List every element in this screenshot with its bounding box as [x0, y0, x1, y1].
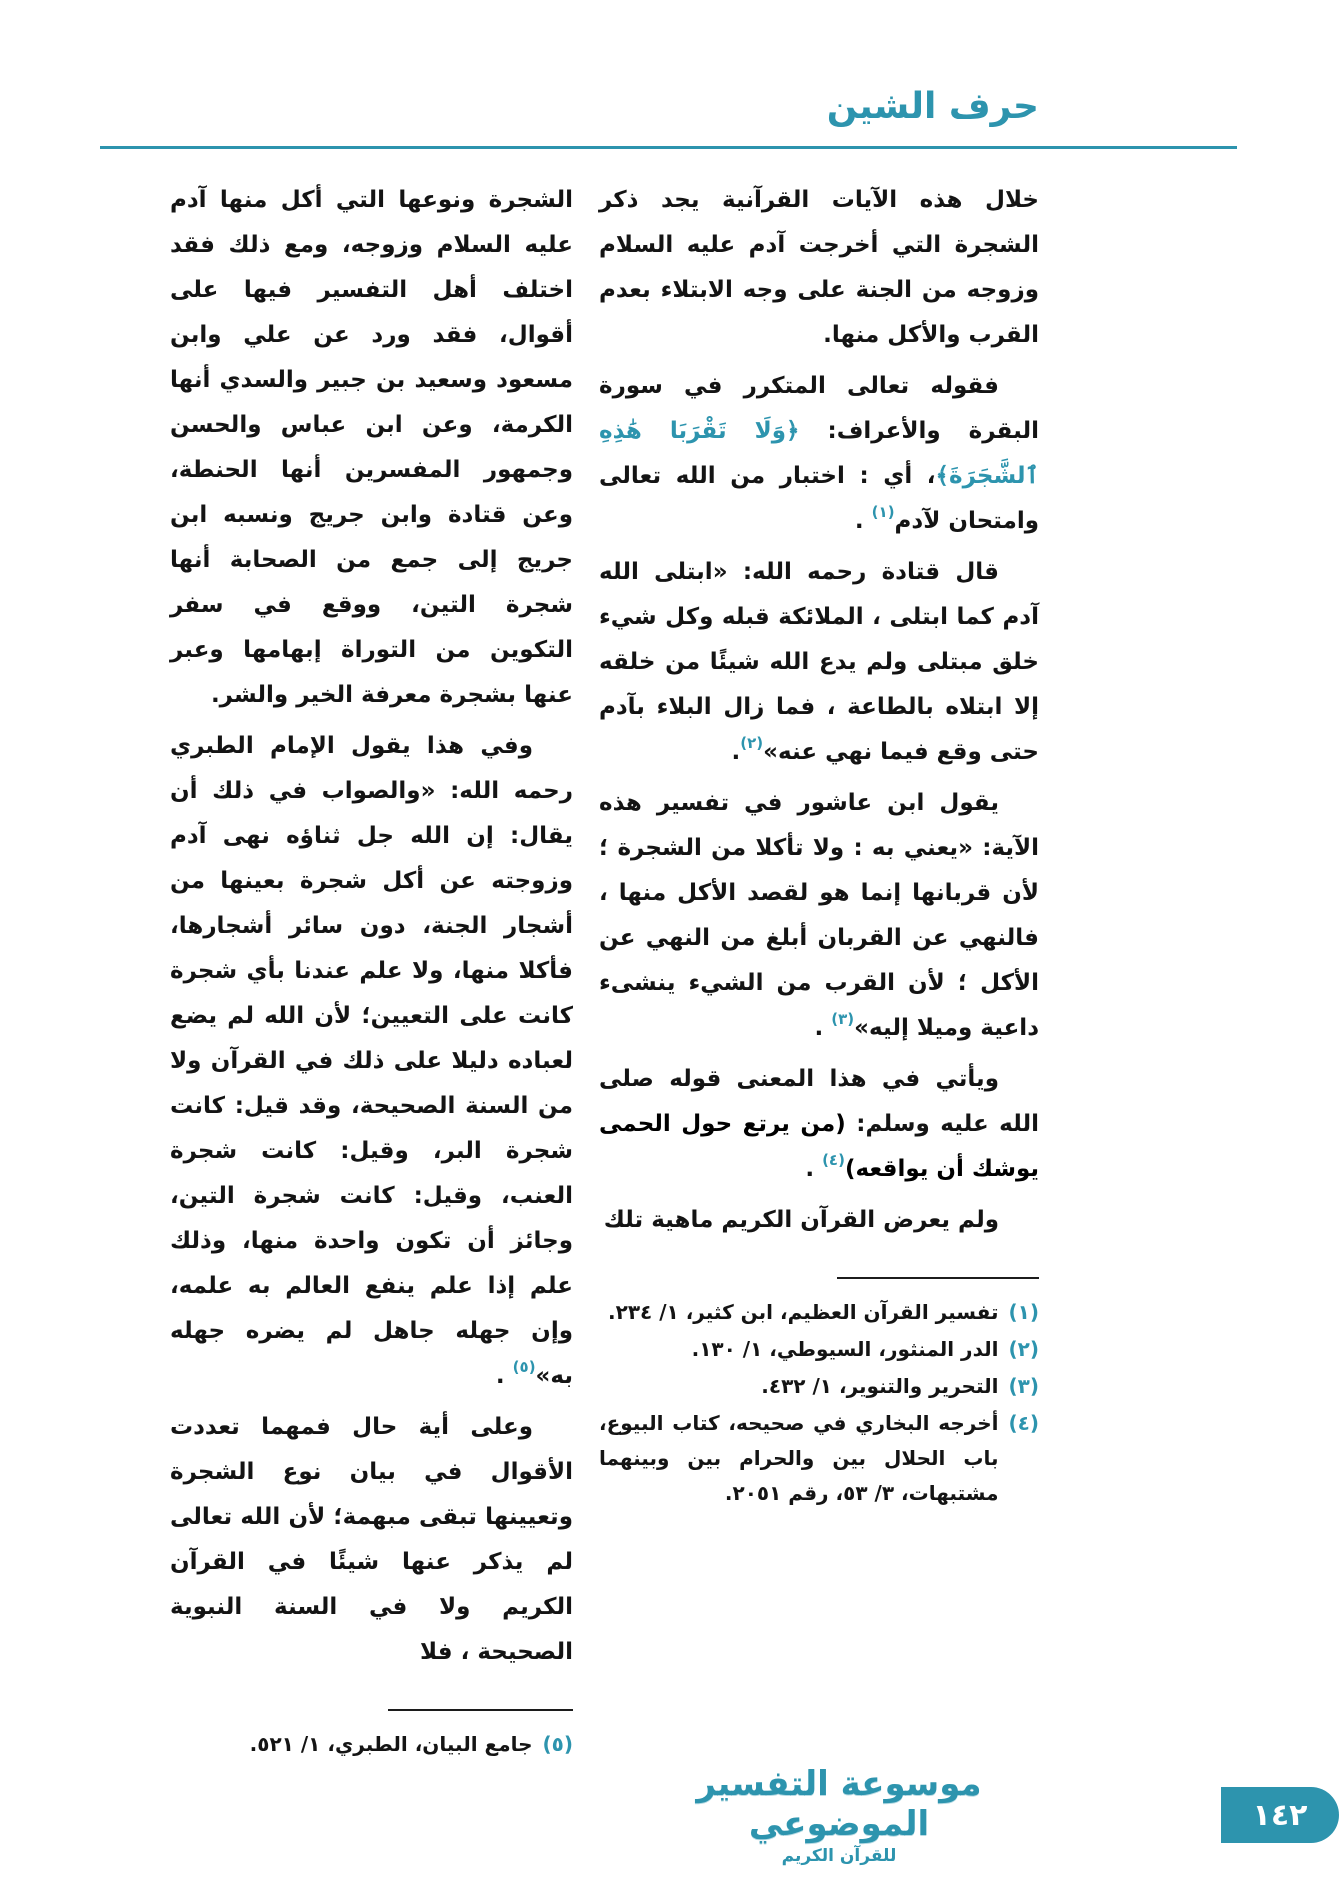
footnote	[170, 1727, 573, 1762]
body-text: .	[814, 1015, 832, 1041]
quran-verse: ﴿وَلَا تَقْرَبَا هَٰذِهِ ٱلشَّجَرَةَ﴾	[599, 418, 1039, 489]
footnote-marker: (١)	[871, 503, 895, 522]
paragraph	[599, 550, 1039, 775]
footnote-number: (١)	[1008, 1300, 1039, 1324]
footnote	[599, 1406, 1039, 1511]
body-text: الشجرة ونوعها التي أكل منها آدم عليه السلام وزوجه، ومع ذلك فقد اختلف أهل التفسير فيها على أقوال، فقد ورد عن علي وابن مسعود وسعيد بن جبير والسدي أنها الكرمة، وعن ابن عباس والحسن وجمهور المفسرين أنها الحنطة، وعن قتادة وابن جريج ونسبه ابن جريج إلى جمع من الصحابة أنها شجرة التين، ووقع في سفر التكوين من التوراة إبهامها وعبر عنها بشجرة معرفة الخير والشر.	[170, 187, 573, 708]
footnote-number: (٢)	[1008, 1337, 1039, 1361]
body-text: ، أي : اختبار من الله تعالى وامتحان لآدم	[599, 463, 1039, 534]
footnotes-block	[599, 1295, 1039, 1511]
body-text: قال قتادة رحمه الله: «ابتلى الله آدم كما ابتلى ، الملائكة قبله وكل شيء خلق مبتلى ولم يدع الله شيئًا من خلقه إلا ابتلاه بالطاعة ، فما زال البلاء بآدم حتى وقع فيما نهي عنه»	[599, 559, 1039, 765]
paragraph	[170, 178, 573, 718]
body-text: فقوله تعالى المتكرر في سورة البقرة والأعراف:	[599, 373, 1039, 444]
body-text: .	[495, 1363, 513, 1389]
right-text-column	[599, 178, 1039, 1513]
footnote-marker: (٤)	[822, 1151, 845, 1170]
footnote-marker: (٥)	[512, 1358, 536, 1377]
footnote-number: (٥)	[542, 1732, 573, 1756]
body-text: ولم يعرض القرآن الكريم ماهية تلك	[603, 1207, 999, 1233]
footnote-separator	[837, 1277, 1039, 1279]
body-text: وفي هذا يقول الإمام الطبري رحمه الله: «والصواب في ذلك أن يقال: إن الله جل ثناؤه نهى آدم وزوجته عن أكل شجرة بعينها من أشجار الجنة، دون سائر أشجارها، فأكلا منها، ولا علم عندنا بأي شجرة كانت على التعيين؛ لأن الله لم يضع لعباده دليلا على ذلك في القرآن ولا من السنة الصحيحة، وقد قيل: كانت شجرة البر، وقيل: كانت شجرة العنب، وقيل: كانت شجرة التين، وجائز أن تكون واحدة منها، وذلك علم إذا علم ينفع العالم به علمه، وإن جهله جاهل لم يضره جهله به»	[170, 733, 573, 1389]
body-text: ويأتي في هذا المعنى قوله صلى الله عليه وسلم:	[599, 1066, 1039, 1137]
paragraph	[599, 781, 1039, 1051]
body-text: وعلى أية حال فمهما تعددت الأقوال في بيان نوع الشجرة وتعيينها تبقى مبهمة؛ لأن الله تعالى لم يذكر عنها شيئًا في القرآن الكريم ولا في السنة النبوية الصحيحة ، فلا	[170, 1414, 573, 1665]
footnote	[599, 1295, 1039, 1330]
publisher-logo	[689, 1764, 989, 1868]
page-content	[170, 178, 1039, 1764]
footnote-number: (٤)	[1008, 1411, 1039, 1435]
footnote-text: أخرجه البخاري في صحيحه، كتاب البيوع، باب الحلال بين والحرام بين وبينهما مشتبهات، ٣/ ٥٣، رقم ٢٠٥١.	[599, 1411, 999, 1505]
header-rule	[100, 146, 1237, 149]
left-text-column	[170, 178, 573, 1764]
body-text: خلال هذه الآيات القرآنية يجد ذكر الشجرة التي أخرجت آدم عليه السلام وزوجه من الجنة على وجه الابتلاء بعدم القرب والأكل منها.	[599, 187, 1039, 348]
paragraph	[599, 178, 1039, 358]
paragraph	[599, 364, 1039, 544]
publisher-logo-subtitle: للقرآن الكريم	[781, 1846, 897, 1866]
footnote-text: الدر المنثور، السيوطي، ١/ ١٣٠.	[691, 1337, 999, 1361]
footnote	[599, 1369, 1039, 1404]
footnote	[599, 1332, 1039, 1367]
page-number-badge	[1221, 1787, 1339, 1843]
publisher-logo-title: موسوعة التفسير الموضوعي	[696, 1764, 982, 1844]
chapter-heading: حرف الشين	[826, 86, 1039, 127]
footnote-marker: (٣)	[831, 1010, 855, 1029]
footnote-text: تفسير القرآن العظيم، ابن كثير، ١/ ٢٣٤.	[608, 1300, 999, 1324]
footnote-text: جامع البيان، الطبري، ١/ ٥٢١.	[249, 1732, 533, 1756]
footnote-text: التحرير والتنوير، ١/ ٤٣٢.	[761, 1374, 999, 1398]
footnote-separator	[388, 1709, 573, 1711]
footnote-marker: (٢)	[740, 734, 764, 753]
body-text: .	[854, 508, 872, 534]
paragraph	[170, 724, 573, 1399]
paragraph	[599, 1198, 1039, 1243]
hadith-text: (من يرتع حول الحمى يوشك أن يواقعه)	[599, 1111, 1039, 1182]
footnote-number: (٣)	[1008, 1374, 1039, 1398]
paragraph	[170, 1405, 573, 1675]
footnotes-block	[170, 1727, 573, 1762]
body-text: .	[731, 739, 741, 765]
page-number: ١٤٢	[1252, 1797, 1308, 1833]
body-text: يقول ابن عاشور في تفسير هذه الآية: «يعني به : ولا تأكلا من الشجرة ؛ لأن قربانها إنما هو لقصد الأكل منها ، فالنهي عن القربان أبلغ من النهي عن الأكل ؛ لأن القرب من الشيء ينشىء داعية وميلا إليه»	[599, 790, 1039, 1041]
paragraph	[599, 1057, 1039, 1192]
body-text: .	[805, 1156, 823, 1182]
